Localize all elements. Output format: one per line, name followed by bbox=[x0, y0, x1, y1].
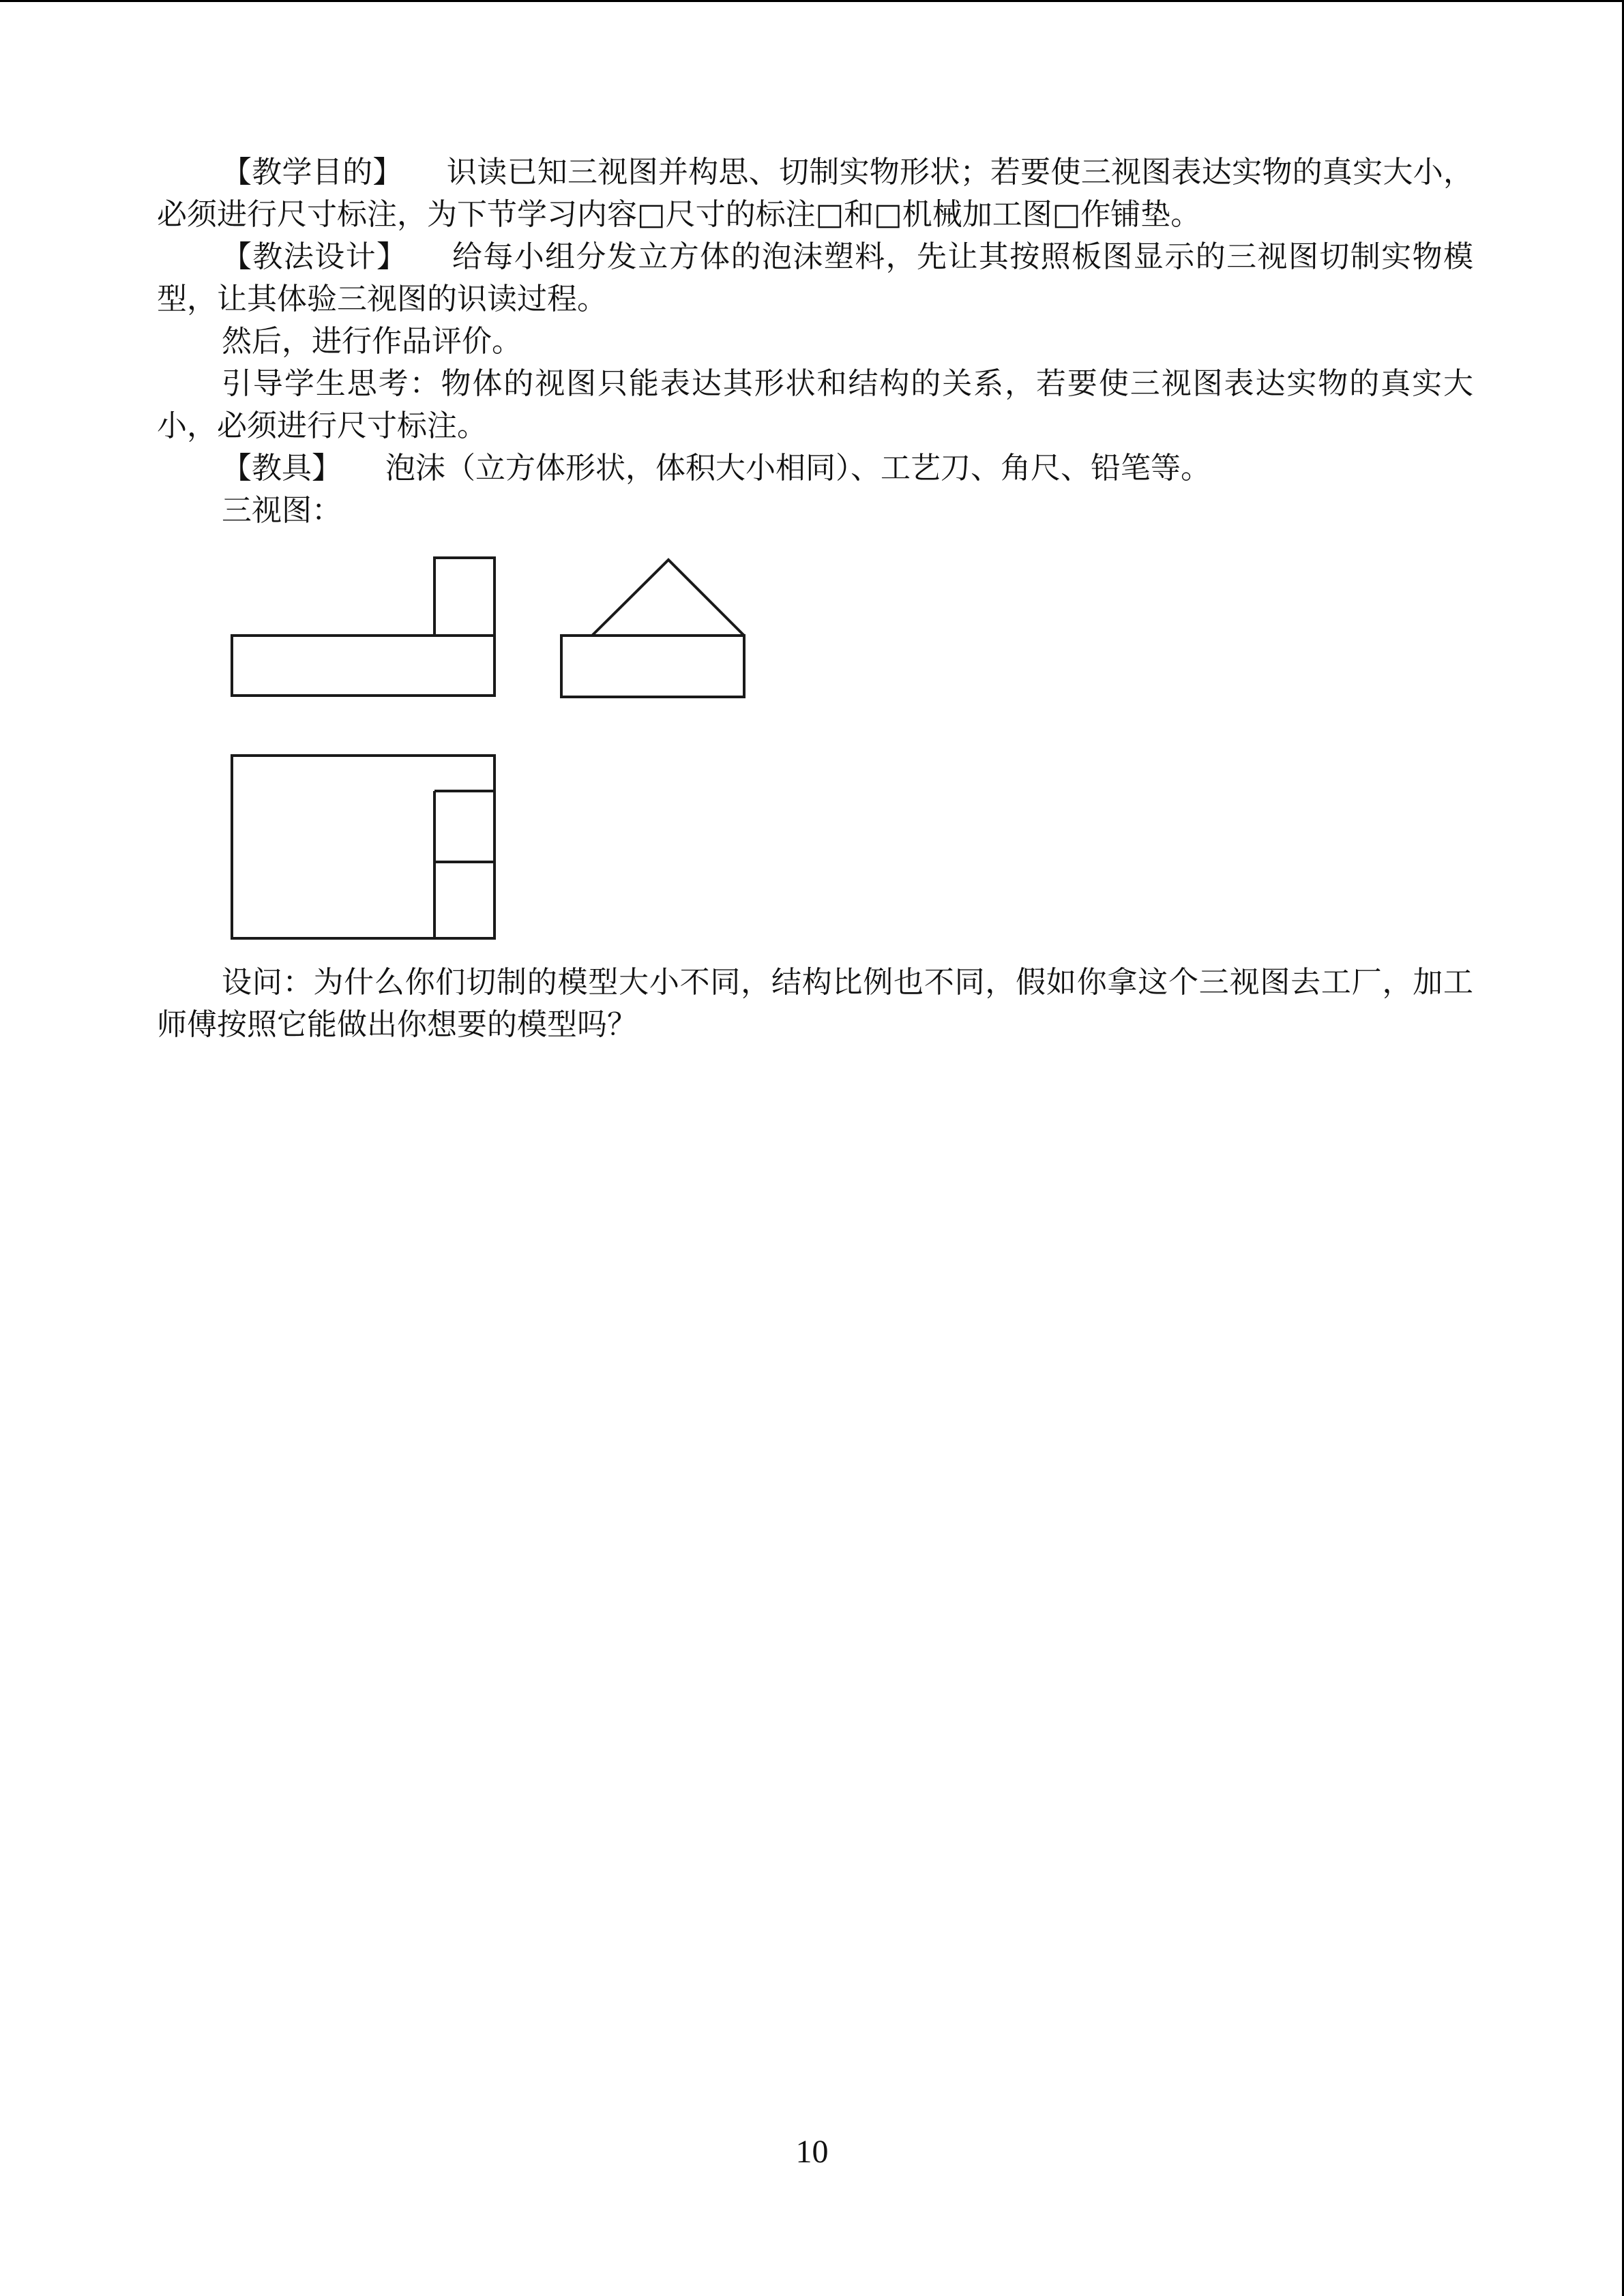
paragraph-evaluate bbox=[157, 320, 1473, 363]
paragraph-objective bbox=[157, 151, 1473, 236]
page-number: 10 bbox=[795, 2134, 829, 2170]
front-view-base bbox=[232, 636, 494, 696]
side-view-base bbox=[561, 636, 744, 697]
method-label: 【教法设计】 bbox=[222, 239, 408, 274]
three-views-heading bbox=[157, 490, 1473, 532]
top-view-outline bbox=[232, 756, 494, 938]
three-views-heading-text: 三视图： bbox=[222, 493, 342, 528]
top-view bbox=[232, 756, 494, 938]
question-block bbox=[157, 961, 1473, 1046]
side-view-triangle bbox=[592, 560, 744, 636]
paragraph-guide bbox=[157, 363, 1473, 447]
evaluate-text: 然后，进行作品评价。 bbox=[222, 324, 522, 359]
tools-label: 【教具】 bbox=[222, 451, 342, 486]
page-top-border bbox=[0, 0, 1624, 2]
front-view-upright bbox=[434, 558, 494, 636]
document-body bbox=[157, 151, 1473, 532]
objective-label: 【教学目的】 bbox=[222, 155, 403, 190]
paragraph-question bbox=[157, 961, 1473, 1046]
paragraph-tools bbox=[157, 447, 1473, 490]
tools-text: 泡沫（立方体形状，体积大小相同）、工艺刀、角尺、铅笔等。 bbox=[385, 451, 1211, 486]
side-view bbox=[561, 560, 744, 697]
guide-text: 引导学生思考：物体的视图只能表达其形状和结构的关系，若要使三视图表达实物的真实大小，必须进行尺寸标注。 bbox=[157, 366, 1473, 443]
objective-text: 识读已知三视图并构思、切制实物形状；若要使三视图表达实物的真实大小，必须进行尺寸标注，为下节学习内容□尺寸的标注□和□机械加工图□作铺垫。 bbox=[157, 155, 1474, 232]
question-text: 设问：为什么你们切制的模型大小不同，结构比例也不同，假如你拿这个三视图去工厂，加工师傅按照它能做出你想要的模型吗？ bbox=[157, 965, 1473, 1042]
three-view-drawing bbox=[225, 551, 771, 946]
method-text: 给每小组分发立方体的泡沫塑料，先让其按照板图显示的三视图切制实物模型，让其体验三视图的识读过程。 bbox=[157, 239, 1474, 316]
front-view bbox=[232, 558, 494, 696]
paragraph-method bbox=[157, 236, 1473, 320]
